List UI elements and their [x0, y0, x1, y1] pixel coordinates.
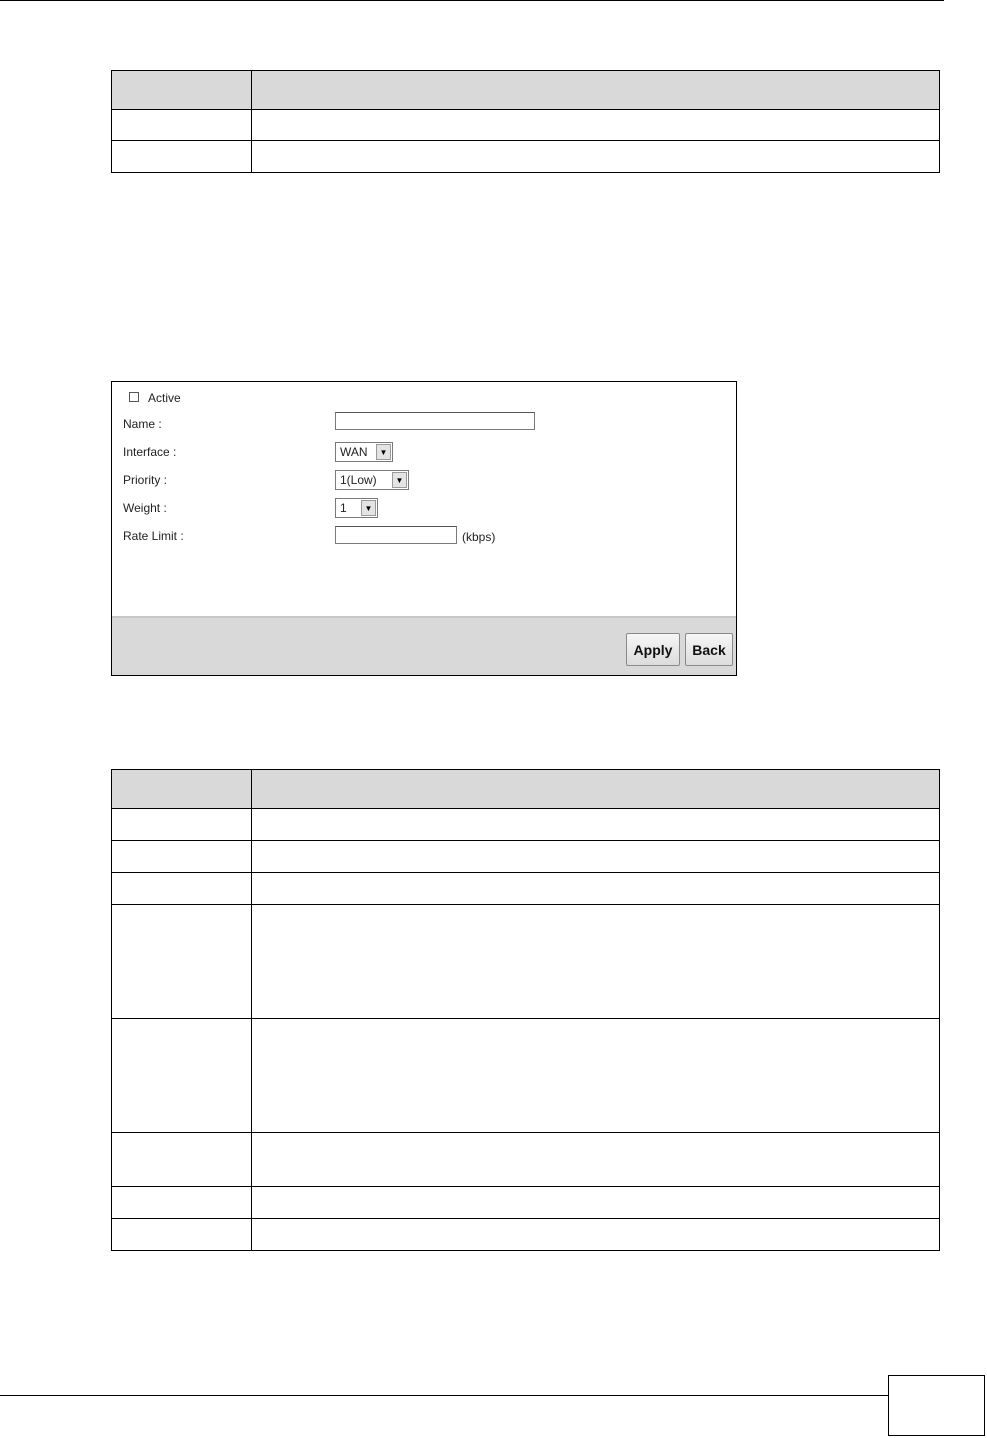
- chevron-down-icon[interactable]: ▼: [376, 444, 391, 460]
- table-row: [112, 1133, 940, 1187]
- weight-select[interactable]: [335, 498, 378, 518]
- footer-rule: [0, 1395, 890, 1396]
- table-header-row: [112, 770, 940, 809]
- weight-value: 1: [340, 501, 347, 515]
- priority-label: Priority :: [123, 473, 168, 487]
- active-checkbox[interactable]: [129, 392, 139, 402]
- table-header-row: [112, 71, 940, 110]
- table-row: [112, 809, 940, 841]
- table-row: [112, 873, 940, 905]
- header-rule: [0, 0, 944, 1]
- table-row: [112, 141, 940, 173]
- chevron-down-icon[interactable]: ▼: [392, 472, 407, 488]
- rate-limit-input[interactable]: [335, 526, 457, 544]
- table-row: [112, 905, 940, 1019]
- interface-value: WAN: [340, 445, 368, 459]
- priority-value: 1(Low): [340, 473, 377, 487]
- rate-unit-label: (kbps): [462, 530, 496, 544]
- back-button[interactable]: Back: [685, 633, 733, 666]
- table-row: [112, 1019, 940, 1133]
- apply-button[interactable]: Apply: [626, 633, 680, 666]
- interface-label: Interface :: [123, 445, 177, 459]
- name-label: Name :: [123, 417, 162, 431]
- rate-limit-label: Rate Limit :: [123, 529, 184, 543]
- page-number-box: [888, 1375, 985, 1436]
- weight-label: Weight :: [123, 501, 167, 515]
- interface-select[interactable]: [335, 442, 393, 462]
- name-input[interactable]: [335, 412, 535, 430]
- panel-footer: [112, 616, 736, 675]
- table-row: [112, 1187, 940, 1219]
- table-row: [112, 1219, 940, 1251]
- priority-select[interactable]: [335, 470, 409, 490]
- table-row: [112, 110, 940, 141]
- table-row: [112, 841, 940, 873]
- qos-rule-edit-panel: [111, 381, 737, 676]
- table-bottom: [111, 769, 940, 1251]
- chevron-down-icon[interactable]: ▼: [361, 500, 376, 516]
- table-top: [111, 70, 940, 173]
- active-label: Active: [148, 391, 181, 405]
